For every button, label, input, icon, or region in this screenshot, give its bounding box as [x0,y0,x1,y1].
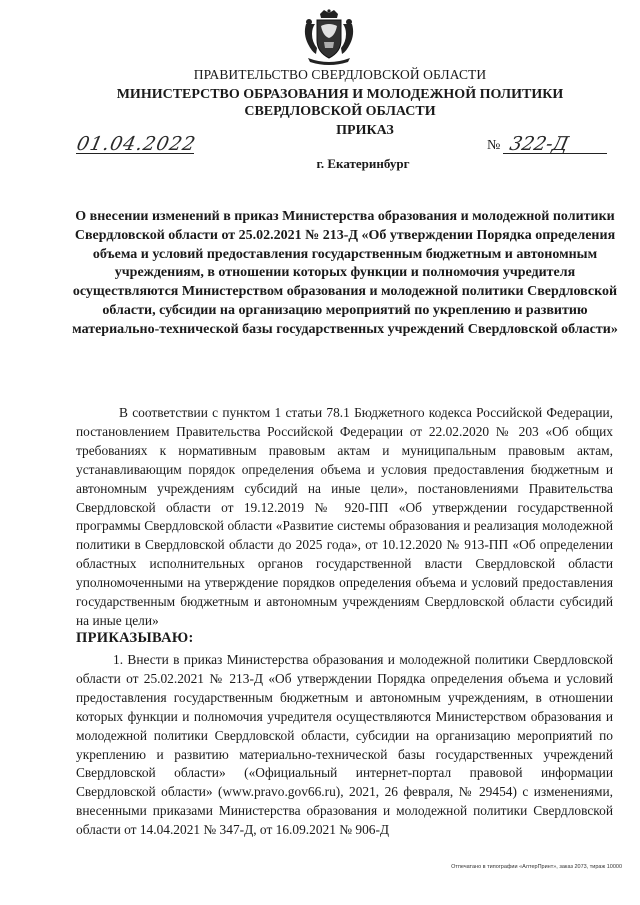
order-word: ПРИКАЗЫВАЮ: [76,630,194,646]
handwritten-number: 322-Д [507,133,571,155]
doc-type: ПРИКАЗ [336,123,394,138]
handwritten-date: 01.04.2022 [74,133,199,155]
number-underline [503,153,607,154]
print-note: Отпечатано в типографии «АлтерПринт», заказ 2073, тираж 10000 [451,864,622,870]
number-label: № [487,138,501,153]
ministry-line-1: МИНИСТЕРСТВО ОБРАЗОВАНИЯ И МОЛОДЕЖНОЙ ПОЛИТИКИ [116,87,564,102]
coat-of-arms-icon [300,8,358,66]
document-title: О внесении изменений в приказ Министерства образования и молодежной политики Свердловской области от 25.02.2021 № 213-Д «Об утверждении Порядка определения объема и условий предоставления государственным бюджетным и автономным учреждениям, в отношении которых функции и полномочия учредителя осуществляются Министерством образования и молодежной политики Свердловской области, субсидии на организацию мероприятий по укреплению и развитию материально-технической базы государственных учреждений Свердловской области» [72,209,618,337]
ministry-name [60,86,620,120]
ministry-line-2: СВЕРДЛОВСКОЙ ОБЛАСТИ [244,104,436,119]
city: г. Екатеринбург [316,156,410,171]
government-name: ПРАВИТЕЛЬСТВО СВЕРДЛОВСКОЙ ОБЛАСТИ [193,67,487,82]
date-underline [76,153,194,154]
clause-1-paragraph: 1. Внести в приказ Министерства образования и молодежной политики Свердловской области от 25.02.2021 № 213-Д «Об утверждении Порядка определения объема и условий предоставления государственным бюджетным и автономным учреждениям, в отношении которых функции и полномочия учредителя осуществляются Министерством образования и молодежной политики Свердловской области, субсидии на организацию мероприятий по укреплению и развитию материально-технической базы государственных учреждений Свердловской области» («Официальный интернет-портал правовой информации Свердловской области» (www.pravo.gov66.ru), 2021, 26 февраля, № 29454) с изменениями, внесенными приказами Министерства образования и молодежной политики Свердловской области от 14.04.2021 № 347-Д, от 16.09.2021 № 906-Д [76,652,613,838]
preamble-paragraph: В соответствии с пунктом 1 статьи 78.1 Бюджетного кодекса Российской Федерации, постановлением Правительства Российской Федерации от 22.02.2020 № 203 «Об общих требованиях к нормативным правовым актам и муниципальным правовым актам, устанавливающим порядок определения объема и условия предоставления бюджетным и автономным учреждениям субсидий на иные цели», постановлениями Правительства Свердловской области от 19.12.2019 № 920-ПП «Об утверждении государственной программы Свердловской области «Развитие системы образования и реализация молодежной политики в Свердловской области до 2025 года», от 10.12.2020 № 913-ПП «Об определении областных исполнительных органов государственной власти Свердловской области уполномоченными на утверждение порядков определения объема и условий предоставления государственным бюджетным и автономным учреждениям Свердловской области субсидий на иные цели» [76,405,613,628]
